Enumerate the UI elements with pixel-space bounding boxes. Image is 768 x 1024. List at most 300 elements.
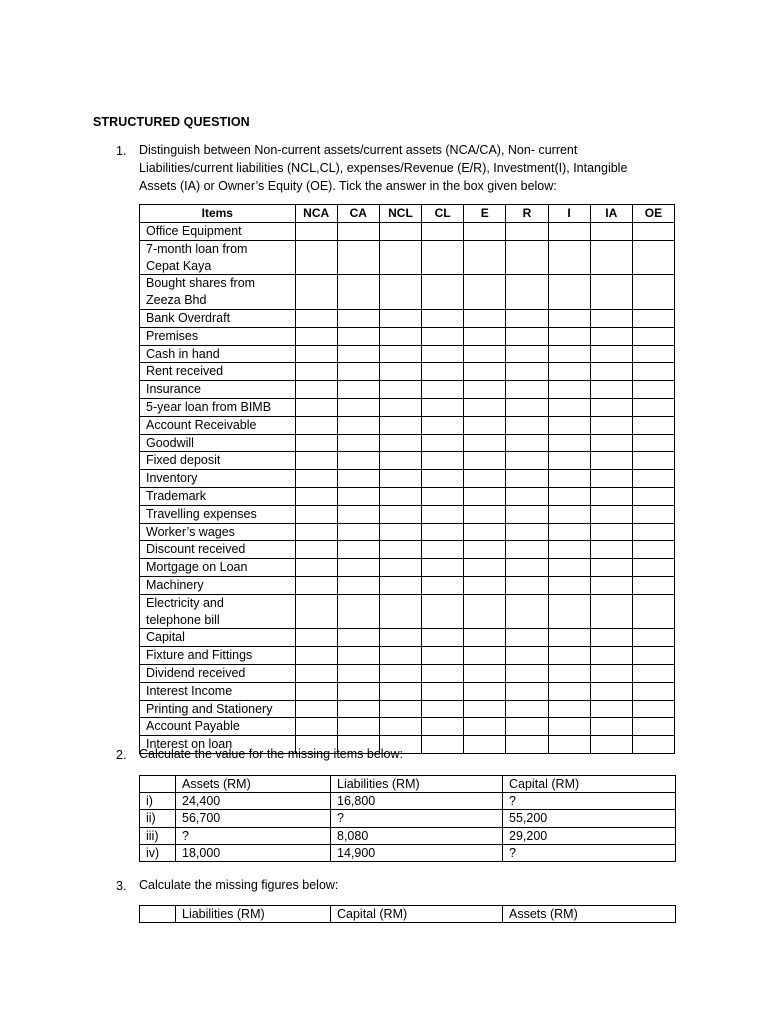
tick-box[interactable] xyxy=(422,434,464,452)
item-label: Account Payable xyxy=(146,719,240,734)
tick-box[interactable] xyxy=(506,647,548,665)
classification-table-header xyxy=(140,205,675,223)
tick-box[interactable] xyxy=(337,309,379,327)
item-cell xyxy=(140,629,296,647)
tick-box[interactable] xyxy=(337,682,379,700)
tick-box[interactable] xyxy=(464,664,506,682)
tick-box[interactable] xyxy=(548,345,590,363)
tick-box[interactable] xyxy=(379,505,421,523)
table-row xyxy=(140,327,675,345)
tick-box[interactable] xyxy=(632,327,674,345)
item-label: Capital xyxy=(146,630,185,645)
tick-box[interactable] xyxy=(548,275,590,310)
tick-box[interactable] xyxy=(506,416,548,434)
tick-box[interactable] xyxy=(337,363,379,381)
tick-box[interactable] xyxy=(295,647,337,665)
tick-box[interactable] xyxy=(379,541,421,559)
tick-box[interactable] xyxy=(632,470,674,488)
tick-box[interactable] xyxy=(590,487,632,505)
tick-box[interactable] xyxy=(379,700,421,718)
tick-box[interactable] xyxy=(464,416,506,434)
tick-box[interactable] xyxy=(464,434,506,452)
classification-table xyxy=(139,204,675,754)
tick-box[interactable] xyxy=(422,647,464,665)
tick-box[interactable] xyxy=(548,523,590,541)
tick-box[interactable] xyxy=(379,718,421,736)
tick-box[interactable] xyxy=(548,541,590,559)
tick-box[interactable] xyxy=(464,594,506,629)
tick-box[interactable] xyxy=(632,505,674,523)
tick-box[interactable] xyxy=(337,523,379,541)
tick-box[interactable] xyxy=(422,700,464,718)
tick-box[interactable] xyxy=(422,470,464,488)
tick-box[interactable] xyxy=(590,309,632,327)
tick-box[interactable] xyxy=(590,647,632,665)
tick-box[interactable] xyxy=(506,682,548,700)
tick-box[interactable] xyxy=(506,223,548,241)
tick-box[interactable] xyxy=(590,416,632,434)
tick-box[interactable] xyxy=(632,523,674,541)
item-cell xyxy=(140,223,296,241)
tick-box[interactable] xyxy=(590,576,632,594)
tick-box[interactable] xyxy=(548,381,590,399)
tick-box[interactable] xyxy=(337,416,379,434)
table-row xyxy=(140,664,675,682)
tick-box[interactable] xyxy=(337,434,379,452)
tick-box[interactable] xyxy=(464,327,506,345)
tick-box[interactable] xyxy=(422,416,464,434)
tick-box[interactable] xyxy=(337,345,379,363)
tick-box[interactable] xyxy=(422,398,464,416)
tick-box[interactable] xyxy=(506,470,548,488)
tick-box[interactable] xyxy=(632,452,674,470)
item-label: Discount received xyxy=(146,542,246,557)
tick-box[interactable] xyxy=(506,345,548,363)
tick-box[interactable] xyxy=(337,576,379,594)
value-cell: 18,000 xyxy=(176,844,331,861)
tick-box[interactable] xyxy=(506,700,548,718)
tick-box[interactable] xyxy=(464,505,506,523)
tick-box[interactable] xyxy=(337,487,379,505)
tick-box[interactable] xyxy=(422,275,464,310)
tick-box[interactable] xyxy=(379,594,421,629)
item-cell xyxy=(140,664,296,682)
tick-box[interactable] xyxy=(337,594,379,629)
page-title: STRUCTURED QUESTION xyxy=(93,115,250,129)
question-3-text: Calculate the missing figures below: xyxy=(139,878,339,892)
tick-box[interactable] xyxy=(506,327,548,345)
tick-box[interactable] xyxy=(422,736,464,754)
tick-box[interactable] xyxy=(295,398,337,416)
tick-box[interactable] xyxy=(506,452,548,470)
tick-box[interactable] xyxy=(295,594,337,629)
tick-box[interactable] xyxy=(506,594,548,629)
tick-box[interactable] xyxy=(464,541,506,559)
tick-box[interactable] xyxy=(632,541,674,559)
table-row xyxy=(140,576,675,594)
tick-box[interactable] xyxy=(295,327,337,345)
tick-box[interactable] xyxy=(632,487,674,505)
tick-box[interactable] xyxy=(295,434,337,452)
tick-box[interactable] xyxy=(464,576,506,594)
tick-box[interactable] xyxy=(295,629,337,647)
tick-box[interactable] xyxy=(422,363,464,381)
tick-box[interactable] xyxy=(548,240,590,275)
tick-box[interactable] xyxy=(590,327,632,345)
tick-box[interactable] xyxy=(422,381,464,399)
tick-box[interactable] xyxy=(337,275,379,310)
item-cell xyxy=(140,594,296,629)
item-cell xyxy=(140,523,296,541)
tick-box[interactable] xyxy=(464,345,506,363)
tick-box[interactable] xyxy=(379,327,421,345)
tick-box[interactable] xyxy=(590,434,632,452)
tick-box[interactable] xyxy=(422,487,464,505)
item-label: Cash in hand xyxy=(146,346,220,361)
tick-box[interactable] xyxy=(422,309,464,327)
tick-box[interactable] xyxy=(379,523,421,541)
tick-box[interactable] xyxy=(295,487,337,505)
tick-box[interactable] xyxy=(548,470,590,488)
tick-box[interactable] xyxy=(422,452,464,470)
tick-box[interactable] xyxy=(590,505,632,523)
tick-box[interactable] xyxy=(295,576,337,594)
tick-box[interactable] xyxy=(295,559,337,577)
tick-box[interactable] xyxy=(379,559,421,577)
tick-box[interactable] xyxy=(506,398,548,416)
tick-box[interactable] xyxy=(506,434,548,452)
tick-box[interactable] xyxy=(464,381,506,399)
value-cell: ? xyxy=(503,793,676,810)
tick-box[interactable] xyxy=(295,541,337,559)
item-label: 5-year loan from BIMB xyxy=(146,399,272,414)
tick-box[interactable] xyxy=(337,559,379,577)
item-label: telephone bill xyxy=(146,612,220,627)
tick-box[interactable] xyxy=(295,345,337,363)
table-row xyxy=(140,682,675,700)
item-cell xyxy=(140,505,296,523)
tick-box[interactable] xyxy=(506,664,548,682)
tick-box[interactable] xyxy=(464,559,506,577)
tick-box[interactable] xyxy=(464,647,506,665)
tick-box[interactable] xyxy=(295,452,337,470)
tick-box[interactable] xyxy=(506,240,548,275)
tick-box[interactable] xyxy=(590,223,632,241)
tick-box[interactable] xyxy=(422,541,464,559)
tick-box[interactable] xyxy=(295,381,337,399)
item-cell xyxy=(140,682,296,700)
table-row xyxy=(140,523,675,541)
column-header: IA xyxy=(590,205,632,223)
tick-box[interactable] xyxy=(548,664,590,682)
tick-box[interactable] xyxy=(632,664,674,682)
item-cell xyxy=(140,363,296,381)
tick-box[interactable] xyxy=(379,309,421,327)
tick-box[interactable] xyxy=(464,363,506,381)
item-label: Zeeza Bhd xyxy=(146,293,207,308)
tick-box[interactable] xyxy=(379,363,421,381)
tick-box[interactable] xyxy=(548,559,590,577)
table-row xyxy=(140,827,676,844)
tick-box[interactable] xyxy=(632,381,674,399)
tick-box[interactable] xyxy=(632,736,674,754)
tick-box[interactable] xyxy=(548,647,590,665)
tick-box[interactable] xyxy=(590,594,632,629)
tick-box[interactable] xyxy=(295,275,337,310)
item-cell xyxy=(140,434,296,452)
tick-box[interactable] xyxy=(295,416,337,434)
tick-box[interactable] xyxy=(548,452,590,470)
column-header: Liabilities (RM) xyxy=(176,906,331,923)
item-label: 7-month loan from xyxy=(146,241,248,256)
tick-box[interactable] xyxy=(506,487,548,505)
tick-box[interactable] xyxy=(337,327,379,345)
tick-box[interactable] xyxy=(590,736,632,754)
tick-box[interactable] xyxy=(379,240,421,275)
tick-box[interactable] xyxy=(590,718,632,736)
tick-box[interactable] xyxy=(295,470,337,488)
tick-box[interactable] xyxy=(506,309,548,327)
tick-box[interactable] xyxy=(632,398,674,416)
table-row xyxy=(140,559,675,577)
tick-box[interactable] xyxy=(295,223,337,241)
tick-box[interactable] xyxy=(464,309,506,327)
tick-box[interactable] xyxy=(506,541,548,559)
item-label: Fixed deposit xyxy=(146,453,221,468)
item-label: Rent received xyxy=(146,364,224,379)
tick-box[interactable] xyxy=(379,682,421,700)
value-cell: 8,080 xyxy=(331,827,503,844)
tick-box[interactable] xyxy=(464,452,506,470)
tick-box[interactable] xyxy=(548,700,590,718)
tick-box[interactable] xyxy=(337,505,379,523)
tick-box[interactable] xyxy=(590,559,632,577)
item-label: Premises xyxy=(146,328,199,343)
tick-box[interactable] xyxy=(379,470,421,488)
column-header: I xyxy=(548,205,590,223)
tick-box[interactable] xyxy=(337,223,379,241)
tick-box[interactable] xyxy=(464,718,506,736)
item-label: Mortgage on Loan xyxy=(146,560,248,575)
missing-figures-table xyxy=(139,905,676,923)
missing-items-table xyxy=(139,775,676,862)
tick-box[interactable] xyxy=(632,718,674,736)
tick-box[interactable] xyxy=(379,223,421,241)
tick-box[interactable] xyxy=(464,736,506,754)
tick-box[interactable] xyxy=(379,381,421,399)
tick-box[interactable] xyxy=(590,664,632,682)
tick-box[interactable] xyxy=(295,240,337,275)
tick-box[interactable] xyxy=(548,505,590,523)
value-cell: 29,200 xyxy=(503,827,676,844)
tick-box[interactable] xyxy=(422,682,464,700)
tick-box[interactable] xyxy=(379,416,421,434)
tick-box[interactable] xyxy=(464,470,506,488)
tick-box[interactable] xyxy=(590,275,632,310)
tick-box[interactable] xyxy=(464,523,506,541)
table-row xyxy=(140,398,675,416)
item-cell xyxy=(140,381,296,399)
item-cell xyxy=(140,275,296,310)
tick-box[interactable] xyxy=(337,470,379,488)
tick-box[interactable] xyxy=(295,505,337,523)
tick-box[interactable] xyxy=(506,523,548,541)
tick-box[interactable] xyxy=(548,736,590,754)
tick-box[interactable] xyxy=(379,434,421,452)
tick-box[interactable] xyxy=(337,240,379,275)
tick-box[interactable] xyxy=(632,682,674,700)
tick-box[interactable] xyxy=(590,523,632,541)
table-row xyxy=(140,470,675,488)
value-cell: 14,900 xyxy=(331,844,503,861)
tick-box[interactable] xyxy=(422,240,464,275)
tick-box[interactable] xyxy=(632,223,674,241)
item-cell xyxy=(140,309,296,327)
tick-box[interactable] xyxy=(422,664,464,682)
tick-box[interactable] xyxy=(632,363,674,381)
tick-box[interactable] xyxy=(422,629,464,647)
tick-box[interactable] xyxy=(379,345,421,363)
tick-box[interactable] xyxy=(379,664,421,682)
tick-box[interactable] xyxy=(422,223,464,241)
tick-box[interactable] xyxy=(632,309,674,327)
tick-box[interactable] xyxy=(295,700,337,718)
tick-box[interactable] xyxy=(590,398,632,416)
tick-box[interactable] xyxy=(379,629,421,647)
tick-box[interactable] xyxy=(337,541,379,559)
tick-box[interactable] xyxy=(379,487,421,505)
tick-box[interactable] xyxy=(464,682,506,700)
tick-box[interactable] xyxy=(422,718,464,736)
tick-box[interactable] xyxy=(590,470,632,488)
tick-box[interactable] xyxy=(548,487,590,505)
tick-box[interactable] xyxy=(379,576,421,594)
tick-box[interactable] xyxy=(295,309,337,327)
tick-box[interactable] xyxy=(632,629,674,647)
tick-box[interactable] xyxy=(337,700,379,718)
tick-box[interactable] xyxy=(506,718,548,736)
item-cell xyxy=(140,541,296,559)
tick-box[interactable] xyxy=(590,541,632,559)
tick-box[interactable] xyxy=(422,594,464,629)
tick-box[interactable] xyxy=(464,275,506,310)
tick-box[interactable] xyxy=(548,682,590,700)
tick-box[interactable] xyxy=(379,452,421,470)
tick-box[interactable] xyxy=(379,275,421,310)
tick-box[interactable] xyxy=(590,345,632,363)
tick-box[interactable] xyxy=(295,682,337,700)
tick-box[interactable] xyxy=(632,576,674,594)
item-label: Inventory xyxy=(146,471,198,486)
tick-box[interactable] xyxy=(422,559,464,577)
tick-box[interactable] xyxy=(590,381,632,399)
table-row xyxy=(140,647,675,665)
tick-box[interactable] xyxy=(506,363,548,381)
tick-box[interactable] xyxy=(548,309,590,327)
tick-box[interactable] xyxy=(590,452,632,470)
tick-box[interactable] xyxy=(632,647,674,665)
column-header: Capital (RM) xyxy=(331,906,503,923)
tick-box[interactable] xyxy=(295,664,337,682)
tick-box[interactable] xyxy=(548,594,590,629)
tick-box[interactable] xyxy=(506,381,548,399)
tick-box[interactable] xyxy=(337,398,379,416)
row-label: iv) xyxy=(140,844,176,861)
tick-box[interactable] xyxy=(464,223,506,241)
tick-box[interactable] xyxy=(632,275,674,310)
tick-box[interactable] xyxy=(590,700,632,718)
tick-box[interactable] xyxy=(548,576,590,594)
tick-box[interactable] xyxy=(379,647,421,665)
tick-box[interactable] xyxy=(464,629,506,647)
tick-box[interactable] xyxy=(422,345,464,363)
tick-box[interactable] xyxy=(548,434,590,452)
tick-box[interactable] xyxy=(632,345,674,363)
tick-box[interactable] xyxy=(422,523,464,541)
tick-box[interactable] xyxy=(464,700,506,718)
column-header: Capital (RM) xyxy=(503,776,676,793)
tick-box[interactable] xyxy=(590,682,632,700)
tick-box[interactable] xyxy=(295,363,337,381)
tick-box[interactable] xyxy=(464,487,506,505)
table-row xyxy=(140,700,675,718)
tick-box[interactable] xyxy=(506,559,548,577)
tick-box[interactable] xyxy=(506,505,548,523)
tick-box[interactable] xyxy=(548,629,590,647)
item-label: Fixture and Fittings xyxy=(146,648,253,663)
tick-box[interactable] xyxy=(337,664,379,682)
tick-box[interactable] xyxy=(337,629,379,647)
tick-box[interactable] xyxy=(464,398,506,416)
tick-box[interactable] xyxy=(337,647,379,665)
item-label: Dividend received xyxy=(146,665,246,680)
tick-box[interactable] xyxy=(548,363,590,381)
tick-box[interactable] xyxy=(632,700,674,718)
tick-box[interactable] xyxy=(632,434,674,452)
tick-box[interactable] xyxy=(379,398,421,416)
tick-box[interactable] xyxy=(548,718,590,736)
item-cell xyxy=(140,700,296,718)
tick-box[interactable] xyxy=(548,223,590,241)
tick-box[interactable] xyxy=(548,327,590,345)
item-cell xyxy=(140,576,296,594)
tick-box[interactable] xyxy=(506,275,548,310)
tick-box[interactable] xyxy=(548,398,590,416)
tick-box[interactable] xyxy=(506,736,548,754)
tick-box[interactable] xyxy=(422,505,464,523)
tick-box[interactable] xyxy=(506,629,548,647)
tick-box[interactable] xyxy=(590,629,632,647)
tick-box[interactable] xyxy=(464,240,506,275)
tick-box[interactable] xyxy=(337,718,379,736)
tick-box[interactable] xyxy=(632,594,674,629)
table-row xyxy=(140,541,675,559)
tick-box[interactable] xyxy=(295,523,337,541)
tick-box[interactable] xyxy=(422,327,464,345)
tick-box[interactable] xyxy=(590,363,632,381)
tick-box[interactable] xyxy=(632,240,674,275)
tick-box[interactable] xyxy=(422,576,464,594)
tick-box[interactable] xyxy=(632,559,674,577)
tick-box[interactable] xyxy=(506,576,548,594)
tick-box[interactable] xyxy=(548,416,590,434)
tick-box[interactable] xyxy=(632,416,674,434)
item-label: Worker’s wages xyxy=(146,524,235,539)
tick-box[interactable] xyxy=(337,452,379,470)
tick-box[interactable] xyxy=(295,718,337,736)
tick-box[interactable] xyxy=(590,240,632,275)
tick-box[interactable] xyxy=(337,381,379,399)
